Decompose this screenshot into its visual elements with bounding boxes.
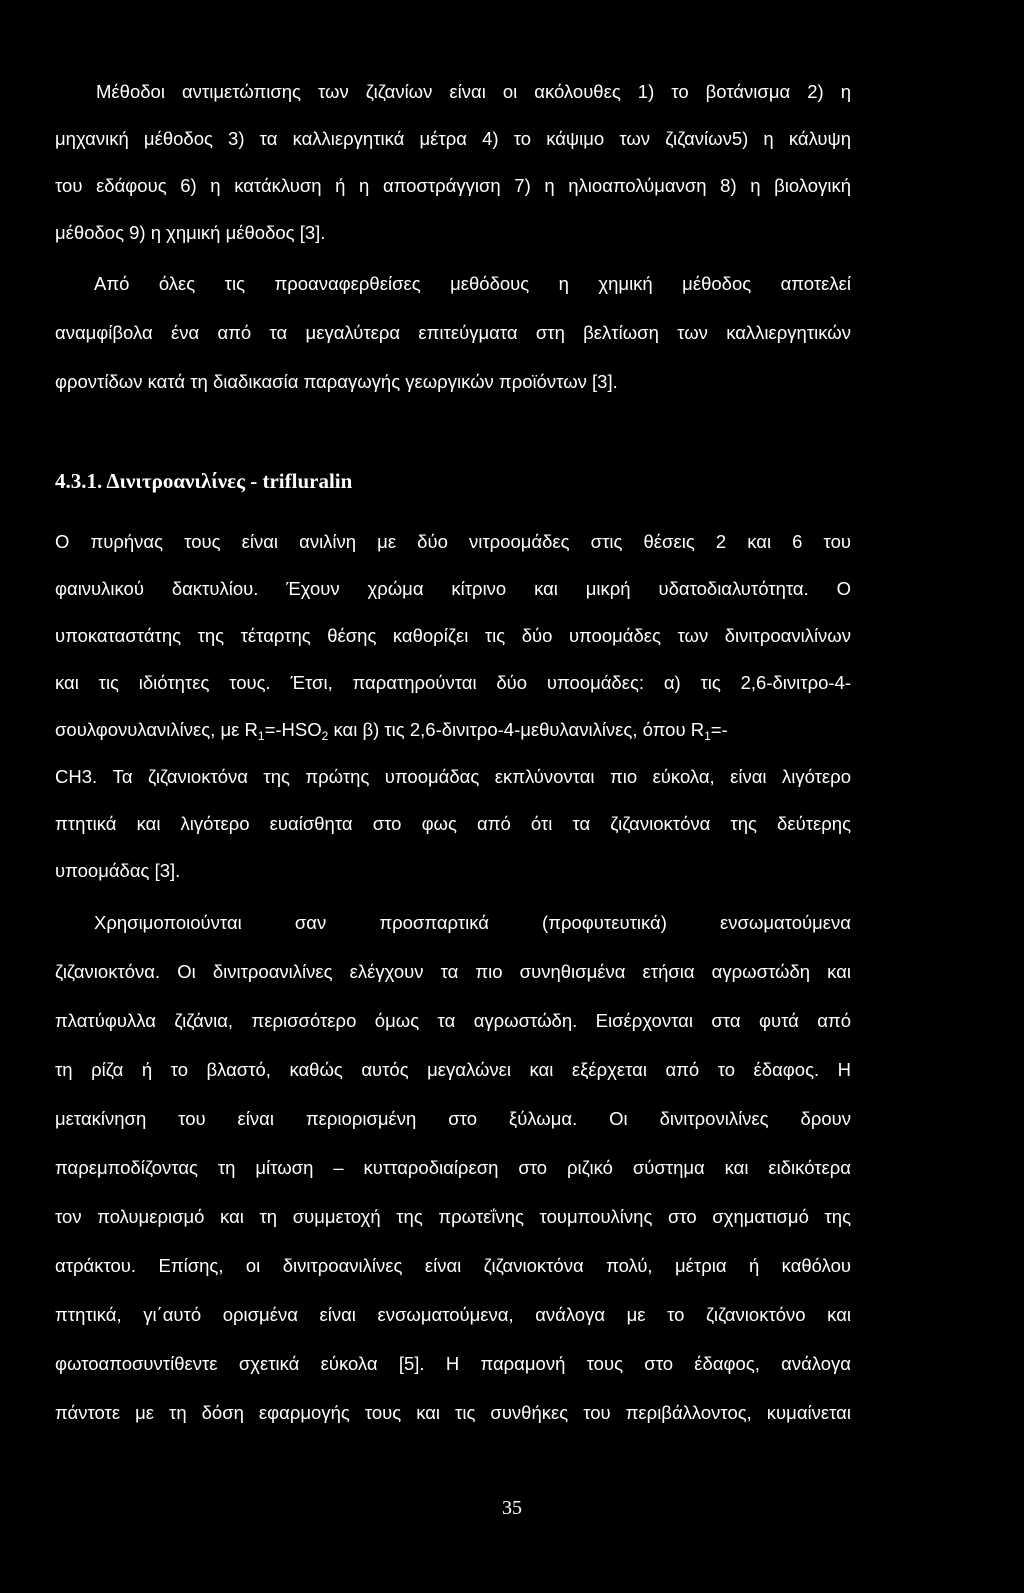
section-heading: 4.3.1. Δινιτροανιλίνες - trifluralin [55,469,353,493]
text-line: αναμφίβολα ένα από τα μεγαλύτερα επιτεύγματα στη βελτίωση των καλλιεργητικών [55,322,851,343]
subscript: 1 [704,729,711,743]
text-line: υποκαταστάτης της τέταρτης θέσης καθορίζει τις δύο υποομάδες των δινιτροανιλίνων [55,625,851,646]
text-line: ζιζανιοκτόνα. Οι δινιτροανιλίνες ελέγχουν τα πιο συνηθισμένα ετήσια αγρωστώδη και [55,961,851,982]
text-line: πάντοτε με τη δόση εφαρμογής τους και τις συνθήκες του περιβάλλοντος, κυμαίνεται [55,1402,851,1423]
formula-text: σουλφονυλανιλίνες, με R [55,719,258,740]
formula-text: =-HSO [264,719,322,740]
subscript: 1 [257,729,265,743]
text-line: τη ρίζα ή το βλαστό, καθώς αυτός μεγαλώνει και εξέρχεται από το έδαφος. Η [55,1059,851,1080]
formula-text: και β) τις 2,6-δινιτρο-4-μεθυλανιλίνες, όπου R [328,719,705,740]
text-line: πτητικά και λιγότερο ευαίσθητα στο φως από ότι τα ζιζανιοκτόνα της δεύτερης [55,813,851,834]
page-number: 35 [502,1497,522,1519]
text-line: υποομάδας [3]. [55,860,181,881]
text-line: μέθοδος 9) η χημική μέθοδος [3]. [55,222,326,243]
text-line: CH3. Τα ζιζανιοκτόνα της πρώτης υποομάδας εκπλύνονται πιο εύκολα, είναι λιγότερο [55,766,851,787]
text-line: πλατύφυλλα ζιζάνια, περισσότερο όμως τα αγρωστώδη. Εισέρχονται στα φυτά από [55,1010,851,1031]
text-line: του εδάφους 6) η κατάκλυση ή η αποστράγγιση 7) η ηλιοαπολύμανση 8) η βιολογική [55,175,851,196]
text-line: παρεμποδίζοντας τη μίτωση – κυτταροδιαίρεση στο ριζικό σύστημα και ειδικότερα [55,1157,851,1178]
subscript: 2 [321,729,329,743]
text-line: φωτοαποσυντίθεντε σχετικά εύκολα [5]. Η παραμονή τους στο έδαφος, ανάλογα [55,1353,851,1374]
text-line: Μέθοδοι αντιμετώπισης των ζιζανίων είναι οι ακόλουθες 1) το βοτάνισμα 2) η [96,81,851,102]
text-line: πτητικά, γι΄αυτό ορισμένα είναι ενσωματούμενα, ανάλογα με το ζιζανιοκτόνο και [55,1304,851,1325]
text-line: Από όλες τις προαναφερθείσες μεθόδους η χημική μέθοδος αποτελεί [94,273,851,294]
text-line: φροντίδων κατά τη διαδικασία παραγωγής γεωργικών προϊόντων [3]. [55,371,618,392]
text-line: Χρησιμοποιούνται σαν προσπαρτικά (προφυτευτικά) ενσωματούμενα [94,912,851,933]
text-line: και τις ιδιότητες τους. Έτσι, παρατηρούνται δύο υποομάδες: α) τις 2,6-δινιτρο-4- [55,672,851,693]
text-line: ατράκτου. Επίσης, οι δινιτροανιλίνες είναι ζιζανιοκτόνα πολύ, μέτρια ή καθόλου [55,1255,851,1276]
text-line: Ο πυρήνας τους είναι ανιλίνη με δύο νιτροομάδες στις θέσεις 2 και 6 του [55,531,851,552]
text-line: μηχανική μέθοδος 3) τα καλλιεργητικά μέτρα 4) το κάψιμο των ζιζανίων5) η κάλυψη [55,128,851,149]
formula-text: =- [710,719,728,740]
text-line: φαινυλικού δακτυλίου. Έχουν χρώμα κίτρινο και μικρή υδατοδιαλυτότητα. Ο [55,578,851,599]
text-line: τον πολυμερισμό και τη συμμετοχή της πρωτεΐνης τουμπουλίνης στο σχηματισμό της [55,1206,851,1227]
text-line-formula [55,718,851,742]
text-line: μετακίνηση του είναι περιορισμένη στο ξύλωμα. Οι δινιτρονιλίνες δρουν [55,1108,851,1129]
